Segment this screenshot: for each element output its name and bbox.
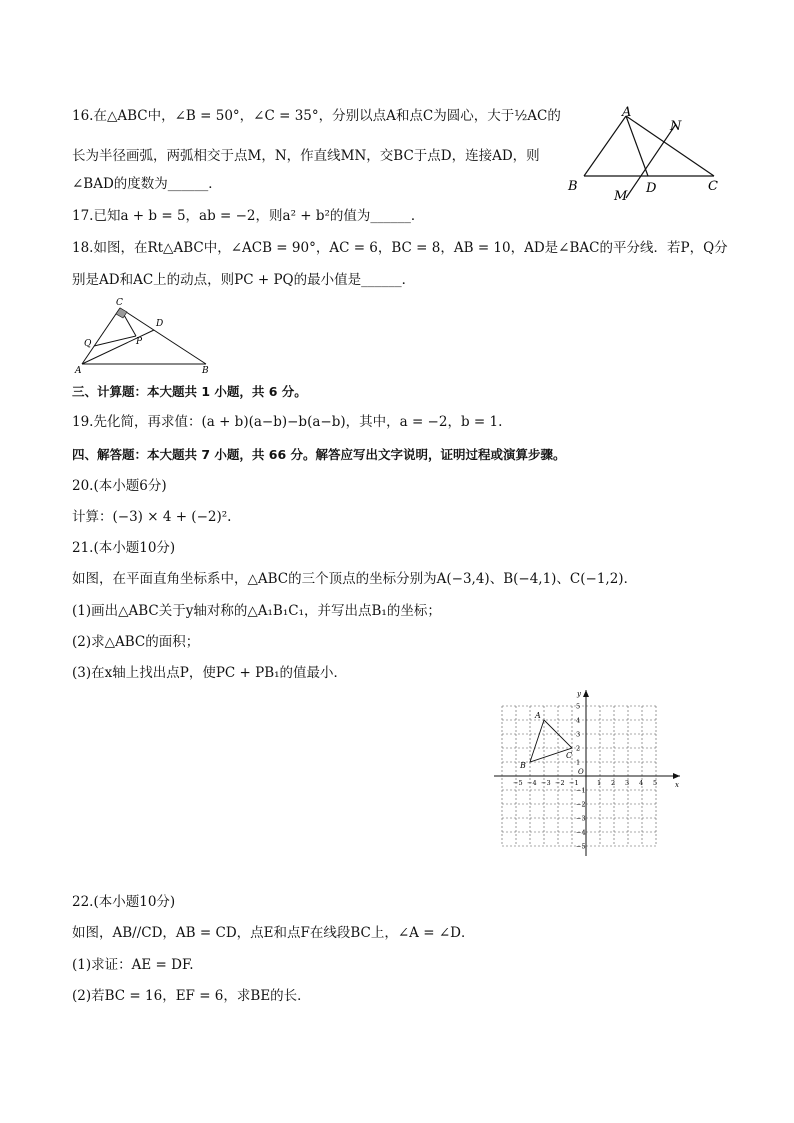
q16-label-a: A <box>622 105 632 120</box>
q19-line-1: 19.先化简，再求值：(a + b)(a−b)−b(a−b)，其中，a = −2，b = 1. <box>72 414 503 430</box>
y-tick-label: −2 <box>576 800 586 809</box>
q16-label-m: M <box>614 189 628 204</box>
q18-label-b: B <box>202 366 209 374</box>
y-tick-label: 1 <box>576 758 581 767</box>
q21-header: 21.(本小题10分) <box>72 540 176 556</box>
q22-line-3: (2)若BC = 16，EF = 6，求BE的长． <box>72 988 311 1004</box>
y-tick-label: −4 <box>576 828 586 837</box>
q18-label-d: D <box>156 319 164 329</box>
x-tick-label: 3 <box>625 779 630 787</box>
x-tick-label: 4 <box>639 779 644 787</box>
x-tick-label: −4 <box>527 779 537 787</box>
x-tick-label: 2 <box>611 779 616 787</box>
q18-label-a: A <box>75 366 82 374</box>
origin-label: O <box>578 768 584 776</box>
q18-line-1: 18.如图，在Rt△ABC中，∠ACB = 90°，AC = 6，BC = 8，AB = 10，AD是∠BAC的平分线．若P，Q分 <box>72 240 728 256</box>
q16-label-d: D <box>646 181 657 196</box>
q21-line-4: (3)在x轴上找出点P，使PC + PB₁的值最小． <box>72 665 348 681</box>
q16-label-b: B <box>568 179 578 194</box>
point-label-c: C <box>566 751 573 760</box>
section-3-title: 三、计算题：本大题共 1 小题，共 6 分。 <box>72 384 307 399</box>
y-tick-label: 2 <box>576 744 581 753</box>
q20-line-1: 计算：(−3) × 4 + (−2)². <box>72 509 232 525</box>
q16-line-1: 16.在△ABC中，∠B = 50°，∠C = 35°，分别以点A和点C为圆心，大于½AC的 <box>72 108 561 124</box>
q22-header: 22.(本小题10分) <box>72 894 176 910</box>
y-tick-label: −5 <box>576 842 586 851</box>
q22-line-2: (1)求证：AE = DF. <box>72 957 194 973</box>
q20-header: 20.(本小题6分) <box>72 478 167 494</box>
q16-line-3: ∠BAD的度数为______． <box>72 176 222 192</box>
x-tick-label: 1 <box>597 779 602 787</box>
q16-label-n: N <box>670 119 682 134</box>
q16-label-c: C <box>708 179 718 194</box>
q21-coordinate-grid <box>492 686 692 858</box>
q16-line-2: 长为半径画弧，两弧相交于点M，N，作直线MN，交BC于点D，连接AD，则 <box>72 148 540 164</box>
x-axis-arrow <box>673 773 680 779</box>
q16-figure <box>562 104 728 204</box>
y-tick-label: 5 <box>576 702 581 711</box>
q18-figure <box>72 296 220 374</box>
section-4-title: 四、解答题：本大题共 7 小题，共 66 分。解答应写出文字说明，证明过程或演算步骤。 <box>72 447 566 462</box>
y-tick-label: −1 <box>576 786 586 795</box>
q21-line-3: (2)求△ABC的面积； <box>72 634 200 650</box>
q21-line-1: 如图，在平面直角坐标系中，△ABC的三个顶点的坐标分别为A(−3,4)、B(−4,1)、C(−1,2)． <box>72 571 638 587</box>
q18-label-p: P <box>136 337 143 347</box>
x-axis-label: x <box>675 781 679 789</box>
y-tick-label: −3 <box>576 814 586 823</box>
y-tick-label: 4 <box>576 716 581 725</box>
q17-line-1: 17.已知a + b = 5，ab = −2，则a² + b²的值为______． <box>72 208 425 224</box>
x-tick-label: 5 <box>653 779 658 787</box>
x-tick-label: −5 <box>513 779 523 787</box>
y-tick-label: 3 <box>576 730 581 739</box>
x-tick-label: −2 <box>555 779 565 787</box>
q18-label-c: C <box>116 298 123 308</box>
q22-line-1: 如图，AB//CD，AB = CD，点E和点F在线段BC上，∠A = ∠D． <box>72 925 475 941</box>
y-axis-label: y <box>577 690 581 698</box>
q18-label-q: Q <box>84 339 92 349</box>
point-label-b: B <box>520 761 526 770</box>
y-axis-arrow <box>583 690 589 697</box>
x-tick-label: −1 <box>569 779 579 787</box>
point-label-a: A <box>535 711 541 720</box>
q21-line-2: (1)画出△ABC关于y轴对称的△A₁B₁C₁，并写出点B₁的坐标； <box>72 603 441 619</box>
x-tick-label: −3 <box>541 779 551 787</box>
q18-line-2: 别是AD和AC上的动点，则PC + PQ的最小值是______． <box>72 272 416 288</box>
